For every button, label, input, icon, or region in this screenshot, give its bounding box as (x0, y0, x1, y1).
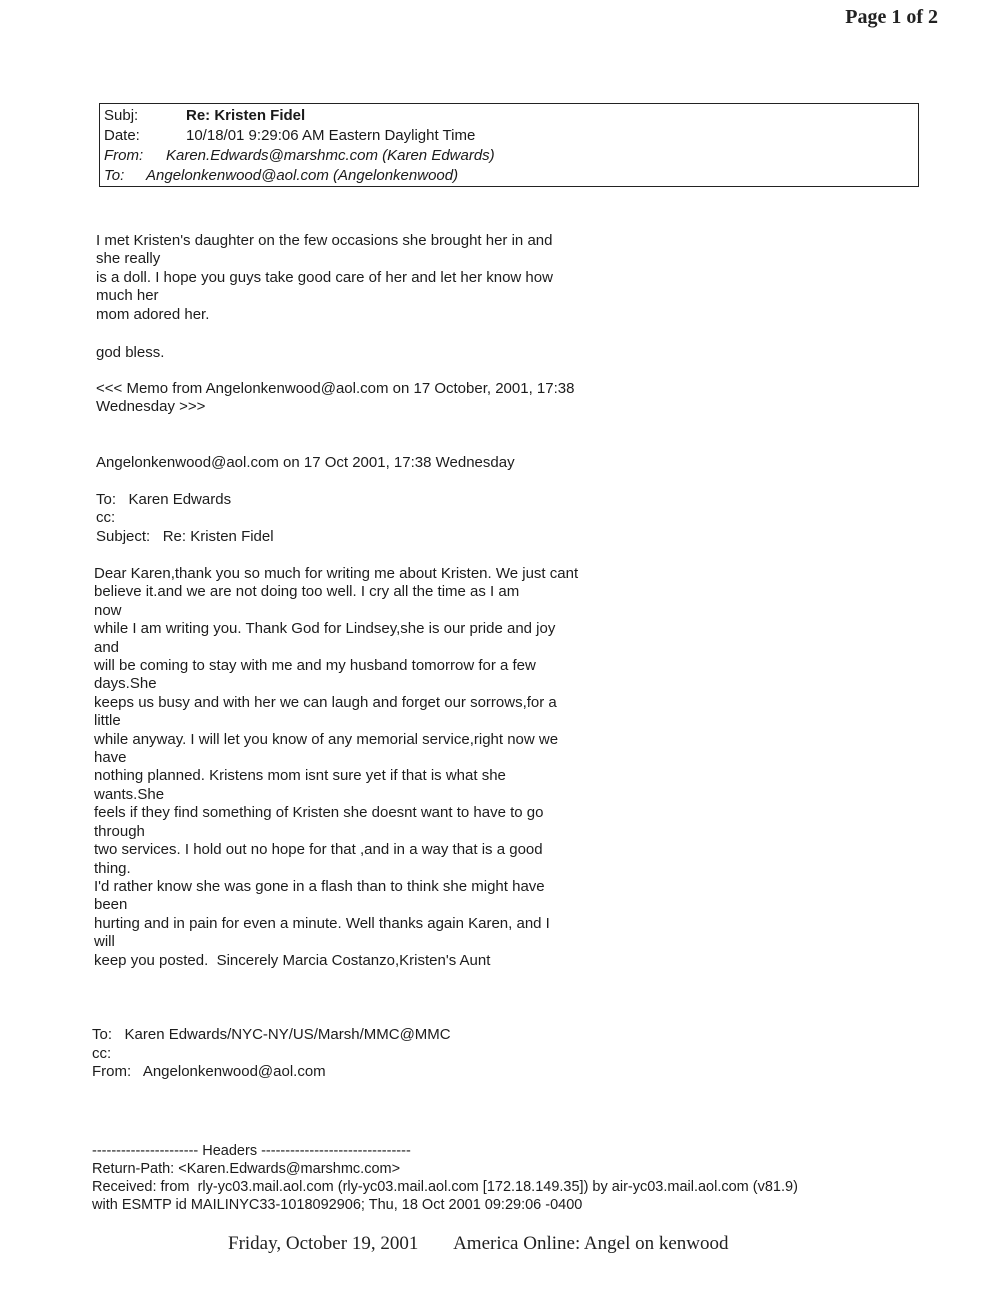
routing-cc: cc: (92, 1045, 112, 1062)
page-number: Page 1 of 2 (845, 6, 938, 28)
sender-line: Angelonkenwood@aol.com on 17 Oct 2001, 17:38 Wednesday (96, 454, 515, 471)
mail-headers: ---------------------- Headers ------------------------------- Return-Path: <Karen.Edwards@marshmc.com> Received: from rly-yc03.mail.aol.com (rly-yc03.mail.aol.com [172.18.149.35]) by air-yc03.mail.aol.com (v81.9) with ESMTP id MAILINYC33-1018092906; Thu, 18 Oct 2001 09:29:06 -0400 (92, 1143, 798, 1213)
subject-label: Subj: (104, 107, 139, 124)
footer-service: America Online: Angel on kenwood (453, 1233, 729, 1254)
from-value: Karen.Edwards@marshmc.com (Karen Edwards) (166, 147, 495, 164)
routing-to: To: Karen Edwards/NYC-NY/US/Marsh/MMC@MMC (92, 1026, 451, 1043)
closing-line: god bless. (96, 344, 165, 361)
quoted-body: Dear Karen,thank you so much for writing me about Kristen. We just cant believe it.and we are not doing too well. I cry all the time as I am now while I am writing you. Thank God for Lindsey,she is our pride and joy and will be coming to stay with me and my husband tomorrow for a few days.She keeps us busy and with her we can laugh and forget our sorrows,for a little while anyway. I will let you know of any memorial service,right now we have nothing planned. Kristens mom isnt sure yet if that is what she wants.She feels if they find something of Kristen she doesnt want to have to go through two services. I hold out no hope for that ,and in a way that is a good thing. I'd rather know she was gone in a flash than to think she might have been hurting and in pain for even a minute. Well thanks again Karen, and I will keep you posted. Sincerely Marcia Costanzo,Kristen's Aunt (94, 565, 579, 969)
footer-date: Friday, October 19, 2001 (228, 1233, 419, 1254)
routing-from: From: Angelonkenwood@aol.com (92, 1063, 326, 1080)
date-value: 10/18/01 9:29:06 AM Eastern Daylight Time (186, 127, 476, 144)
email-header-box (99, 103, 919, 187)
quoted-cc: cc: (96, 509, 116, 526)
reply-paragraph: I met Kristen's daughter on the few occasions she brought her in and she really is a doll. I hope you guys take good care of her and let her know how much her mom adored her. (96, 232, 553, 323)
subject-value: Re: Kristen Fidel (186, 107, 306, 124)
page-footer (228, 1233, 729, 1255)
to-value: Angelonkenwood@aol.com (Angelonkenwood) (146, 167, 459, 184)
from-label: From: (104, 147, 144, 164)
to-label: To: (104, 167, 125, 184)
quoted-to: To: Karen Edwards (96, 491, 232, 508)
date-label: Date: (104, 127, 140, 144)
memo-line: <<< Memo from Angelonkenwood@aol.com on 17 October, 2001, 17:38 Wednesday >>> (96, 380, 575, 416)
quoted-subject: Subject: Re: Kristen Fidel (96, 528, 274, 545)
